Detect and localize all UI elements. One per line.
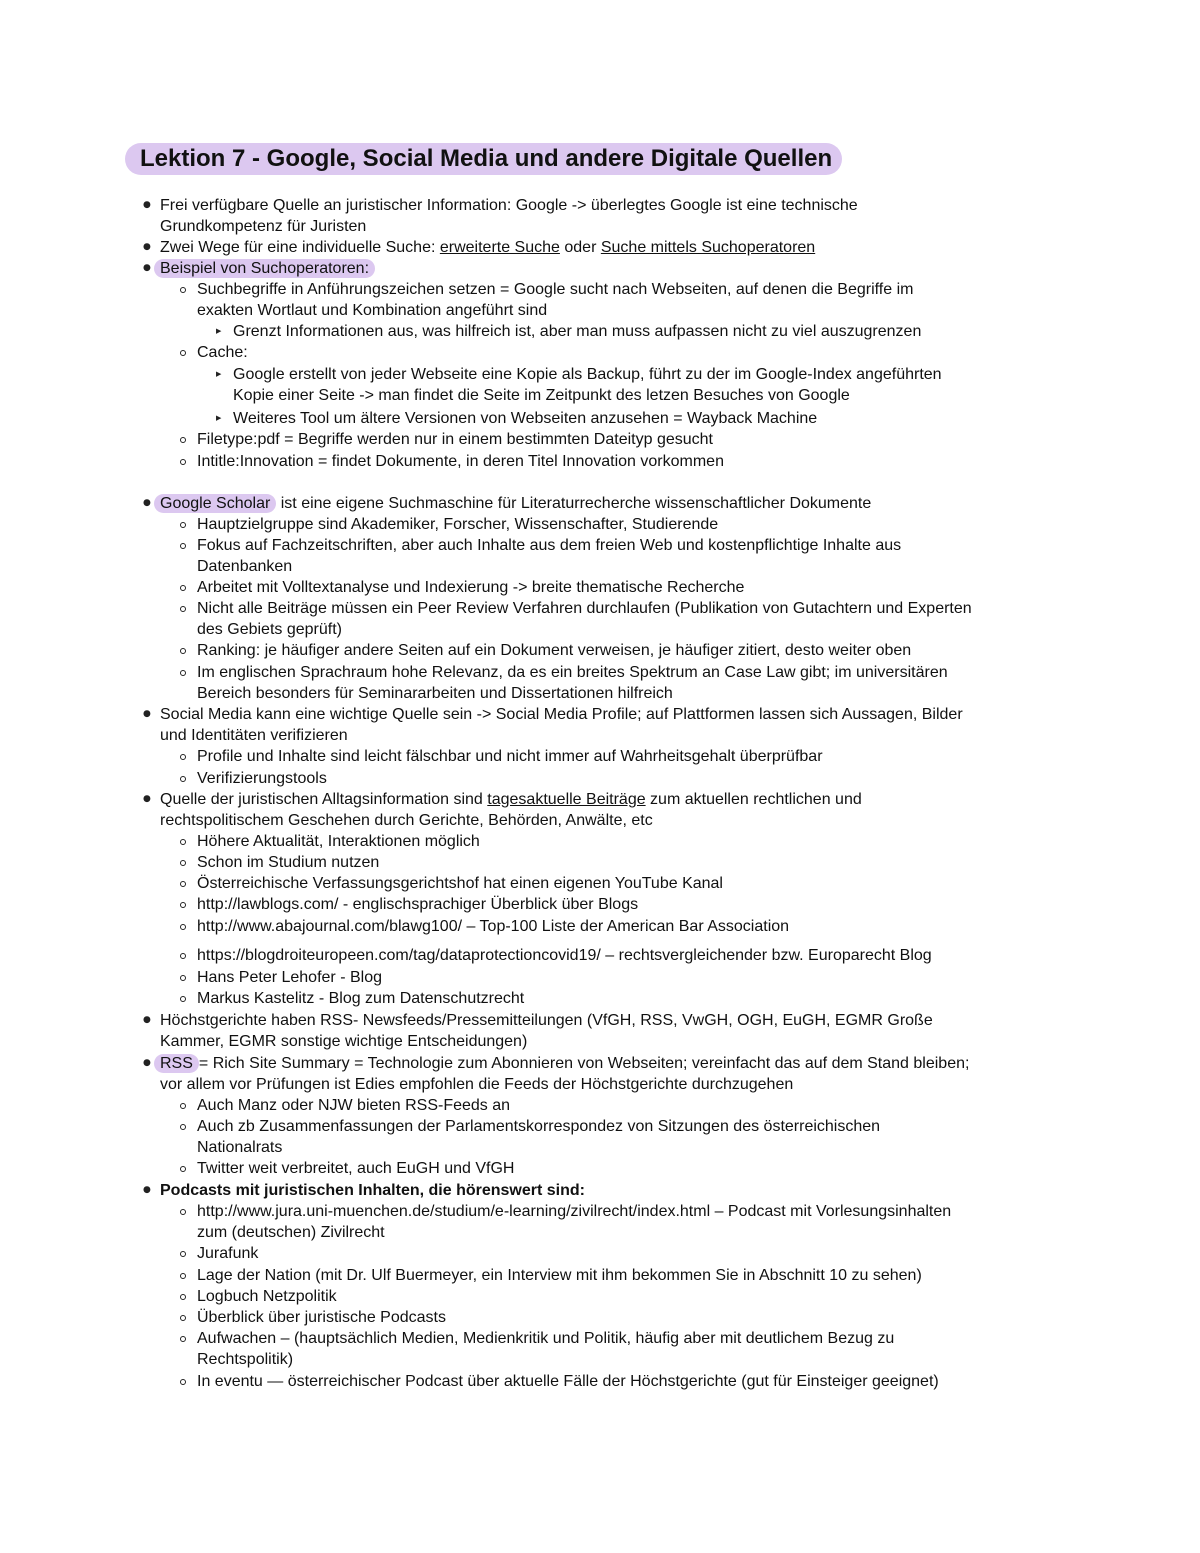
bullet-icon: ● <box>143 263 151 273</box>
circle-bullet-icon <box>180 459 186 465</box>
circle-bullet-icon <box>180 975 186 981</box>
list-item: Nicht alle Beiträge müssen ein Peer Review Verfahren durchlaufen (Publikation von Gutachtern und Experten <box>197 600 972 617</box>
list-item: Lage der Nation (mit Dr. Ulf Buermeyer, ein Interview mit ihm bekommen Sie in Abschnitt 10 zu sehen) <box>197 1267 922 1284</box>
circle-bullet-icon <box>180 437 186 443</box>
circle-bullet-icon <box>180 350 186 356</box>
list-item: Jurafunk <box>197 1245 259 1262</box>
bullet-icon: ● <box>143 1015 151 1025</box>
list-item: Österreichische Verfassungsgerichtshof hat einen eigenen YouTube Kanal <box>197 875 723 892</box>
list-item-continuation: Rechtspolitik) <box>197 1351 294 1368</box>
list-item <box>160 237 815 258</box>
list-item-continuation: rechtspolitischem Geschehen durch Gerichte, Behörden, Anwälte, etc <box>160 812 653 829</box>
circle-bullet-icon <box>180 1124 186 1130</box>
list-item-continuation: des Gebiets geprüft) <box>197 621 342 638</box>
list-item: Suchbegriffe in Anführungszeichen setzen = Google sucht nach Webseiten, auf denen die Begriffe im <box>197 281 914 298</box>
circle-bullet-icon <box>180 287 186 293</box>
list-item: Arbeitet mit Volltextanalyse und Indexierung -> breite thematische Recherche <box>197 579 745 596</box>
list-item: http://lawblogs.com/ - englischsprachiger Überblick über Blogs <box>197 896 639 913</box>
list-item: Cache: <box>197 344 248 361</box>
circle-bullet-icon <box>180 1166 186 1172</box>
bullet-icon: ● <box>143 200 151 210</box>
circle-bullet-icon <box>180 606 186 612</box>
bullet-icon: ● <box>143 1058 151 1068</box>
underlined-text: erweiterte Suche <box>439 239 560 256</box>
list-item: Google erstellt von jeder Webseite eine Kopie als Backup, führt zu der im Google-Index angeführten <box>233 366 942 383</box>
circle-bullet-icon <box>180 881 186 887</box>
list-item: Schon im Studium nutzen <box>197 854 380 871</box>
highlighted-text: RSS <box>154 1054 199 1073</box>
text-span: oder <box>559 239 601 256</box>
circle-bullet-icon <box>180 1273 186 1279</box>
list-item: Überblick über juristische Podcasts <box>197 1309 446 1326</box>
circle-bullet-icon <box>180 924 186 930</box>
list-item: http://www.abajournal.com/blawg100/ – Top-100 Liste der American Bar Association <box>197 918 790 935</box>
bullet-icon: ● <box>143 794 151 804</box>
circle-bullet-icon <box>180 1379 186 1385</box>
list-item: Höchstgerichte haben RSS- Newsfeeds/Pressemitteilungen (VfGH, RSS, VwGH, OGH, EuGH, EGMR Große <box>160 1012 933 1029</box>
circle-bullet-icon <box>180 648 186 654</box>
list-item-continuation: vor allem vor Prüfungen ist Edies empfohlen die Feeds der Höchstgerichte durchzugehen <box>160 1076 794 1093</box>
circle-bullet-icon <box>180 839 186 845</box>
list-item: Fokus auf Fachzeitschriften, aber auch Inhalte aus dem freien Web und kostenpflichtige Inhalte aus <box>197 537 902 554</box>
list-item: Im englischen Sprachraum hohe Relevanz, da es ein breites Spektrum an Case Law gibt; im universitären <box>197 664 948 681</box>
text-span: zum aktuellen rechtlichen und <box>645 791 862 808</box>
list-item-continuation: exakten Wortlaut und Kombination angeführt sind <box>197 302 548 319</box>
circle-bullet-icon <box>180 543 186 549</box>
triangle-bullet-icon: ▶ <box>216 370 222 378</box>
circle-bullet-icon <box>180 1336 186 1342</box>
list-item-continuation: Kopie einer Seite -> man findet die Seite im Zeitpunkt des letzen Besuches von Google <box>233 387 850 404</box>
circle-bullet-icon <box>180 1315 186 1321</box>
list-item: Filetype:pdf = Begriffe werden nur in einem bestimmten Dateityp gesucht <box>197 431 713 448</box>
circle-bullet-icon <box>180 585 186 591</box>
list-item-continuation: Datenbanken <box>197 558 293 575</box>
list-item: Auch zb Zusammenfassungen der Parlamentskorrespondez von Sitzungen des österreichischen <box>197 1118 881 1135</box>
bullet-icon: ● <box>143 242 151 252</box>
list-item: Hans Peter Lehofer - Blog <box>197 969 382 986</box>
list-item: Höhere Aktualität, Interaktionen möglich <box>197 833 480 850</box>
list-item <box>160 789 862 810</box>
list-item-continuation: und Identitäten verifizieren <box>160 727 348 744</box>
text-span: ist eine eigene Suchmaschine für Literaturrecherche wissenschaftlicher Dokumente <box>276 495 872 512</box>
circle-bullet-icon <box>180 996 186 1002</box>
circle-bullet-icon <box>180 754 186 760</box>
list-item: Weiteres Tool um ältere Versionen von Webseiten anzusehen = Wayback Machine <box>233 410 818 427</box>
list-item: Hauptzielgruppe sind Akademiker, Forscher, Wissenschafter, Studierende <box>197 516 719 533</box>
list-item: https://blogdroiteuropeen.com/tag/dataprotectioncovid19/ – rechtsvergleichender bzw. Europarecht Blog <box>197 947 932 964</box>
underlined-text: Suche mittels Suchoperatoren <box>600 239 816 256</box>
circle-bullet-icon <box>180 860 186 866</box>
list-item: Profile und Inhalte sind leicht fälschbar und nicht immer auf Wahrheitsgehalt überprüfbar <box>197 748 823 765</box>
circle-bullet-icon <box>180 953 186 959</box>
highlighted-text: Google Scholar <box>154 494 276 513</box>
bullet-icon: ● <box>143 498 151 508</box>
underlined-text: tagesaktuelle Beiträge <box>487 791 646 808</box>
list-item: Verifizierungstools <box>197 770 327 787</box>
list-item: Auch Manz oder NJW bieten RSS-Feeds an <box>197 1097 511 1114</box>
bullet-icon: ● <box>143 1185 151 1195</box>
circle-bullet-icon <box>180 902 186 908</box>
text-span: Quelle der juristischen Alltagsinformation sind <box>160 791 488 808</box>
text-span: Zwei Wege für eine individuelle Suche: <box>160 239 440 256</box>
circle-bullet-icon <box>180 1251 186 1257</box>
list-item: Markus Kastelitz - Blog zum Datenschutzrecht <box>197 990 525 1007</box>
list-item-continuation: Nationalrats <box>197 1139 283 1156</box>
list-item: Twitter weit verbreitet, auch EuGH und VfGH <box>197 1160 515 1177</box>
list-item-continuation: zum (deutschen) Zivilrecht <box>197 1224 385 1241</box>
list-item-continuation: Grundkompetenz für Juristen <box>160 218 367 235</box>
list-item <box>160 493 871 514</box>
list-item-continuation: Kammer, EGMR sonstige wichtige Entscheidungen) <box>160 1033 528 1050</box>
list-item <box>160 1053 969 1074</box>
circle-bullet-icon <box>180 670 186 676</box>
circle-bullet-icon <box>180 1103 186 1109</box>
text-span: = Rich Site Summary = Technologie zum Abonnieren von Webseiten; vereinfacht das auf dem Stand bleiben; <box>198 1055 970 1072</box>
triangle-bullet-icon: ▶ <box>216 327 222 335</box>
triangle-bullet-icon: ▶ <box>216 414 222 422</box>
list-item: Aufwachen – (hauptsächlich Medien, Medienkritik und Politik, häufig aber mit deutlichem Bezug zu <box>197 1330 895 1347</box>
list-item: Ranking: je häufiger andere Seiten auf ein Dokument verweisen, je häufiger zitiert, desto weiter oben <box>197 642 912 659</box>
page-title: Lektion 7 - Google, Social Media und andere Digitale Quellen <box>125 143 842 175</box>
bullet-icon: ● <box>143 709 151 719</box>
circle-bullet-icon <box>180 776 186 782</box>
list-item: Logbuch Netzpolitik <box>197 1288 337 1305</box>
circle-bullet-icon <box>180 1209 186 1215</box>
list-item-continuation: Bereich besonders für Seminararbeiten und Dissertationen hilfreich <box>197 685 673 702</box>
list-item: Social Media kann eine wichtige Quelle sein -> Social Media Profile; auf Plattformen lassen sich Aussagen, Bilder <box>160 706 963 723</box>
circle-bullet-icon <box>180 522 186 528</box>
list-item: Frei verfügbare Quelle an juristischer Information: Google -> überlegtes Google ist eine technische <box>160 197 858 214</box>
list-item: Grenzt Informationen aus, was hilfreich ist, aber man muss aufpassen nicht zu viel auszugrenzen <box>233 323 922 340</box>
list-item: http://www.jura.uni-muenchen.de/studium/e-learning/zivilrecht/index.html – Podcast mit Vorlesungsinhalten <box>197 1203 952 1220</box>
highlighted-text: Beispiel von Suchoperatoren: <box>154 259 375 278</box>
list-item-heading: Podcasts mit juristischen Inhalten, die hörenswert sind: <box>160 1182 585 1199</box>
list-item: In eventu — österreichischer Podcast über aktuelle Fälle der Höchstgerichte (gut für Einsteiger geeignet) <box>197 1373 939 1390</box>
circle-bullet-icon <box>180 1294 186 1300</box>
list-item: Intitle:Innovation = findet Dokumente, in deren Titel Innovation vorkommen <box>197 453 724 470</box>
list-item <box>160 258 375 279</box>
